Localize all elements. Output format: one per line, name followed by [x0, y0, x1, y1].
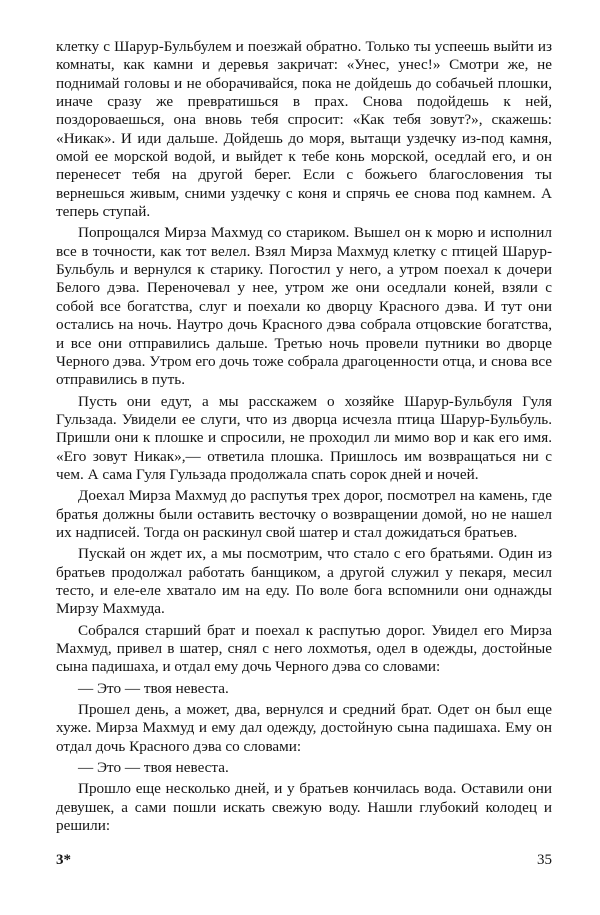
dialogue-line: — Это — твоя невеста.	[78, 759, 229, 777]
paragraph: Попрощался Мирза Махмуд со стариком. Вышел он к морю и исполнил все в точности, как тот велел. Взял Мирза Махмуд клетку с птицей Шарур-Бульбуль и вернулся к старику. Погостил у него, а утром поехал к дочери Белого дэва. Переночевал у нее, утром же они оседлали коней, взяли с собой все богатства, слуг и поехали ко дворцу Красного дэва. И тут они остались на ночь. Наутро дочь Красного дэва собрала отцовские богатства, и все они отправились дальше. Третью ночь провели путники во дворце Черного дэва. Утром его дочь тоже собрала драгоценности отца, и снова все отправились в путь.	[56, 224, 552, 389]
page-number: 35	[537, 852, 552, 868]
paragraph: Прошел день, а может, два, вернулся и средний брат. Одет он был еще хуже. Мирза Махмуд и ему дал одежду, достойную сына падишаха. Ему он отдал дочь Красного дэва со словами:	[56, 701, 552, 755]
paragraph: Доехал Мирза Махмуд до распутья трех дорог, посмотрел на камень, где братья должны были оставить весточку о возвращении домой, но не нашел их надписей. Тогда он раскинул свой шатер и стал дожидаться братьев.	[56, 487, 552, 541]
paragraph: клетку с Шарур-Бульбулем и поезжай обратно. Только ты успеешь выйти из комнаты, как камни и деревья закричат: «Унес, унес!» Смотри же, не поднимай головы и не оборачивайся, пока не дойдешь до собачьей плошки, иначе сразу же превратишься в прах. Снова подойдешь к ней, поздороваешься, она вновь тебя спросит: «Как тебя зовут?», скажешь: «Никак». И иди дальше. Дойдешь до моря, вытащи уздечку из-под камня, омой ее морской водой, и выйдет к тебе конь морской, оседлай его, и он перенесет тебя на другой берег. Если с божьего благословения ты вернешься живым, сними уздечку с коня и спрячь ее снова под камнем. А теперь ступай.	[56, 38, 552, 221]
paragraph: Пускай он ждет их, а мы посмотрим, что стало с его братьями. Один из братьев продолжал работать банщиком, а другой служил у пекаря, месил тесто, и еле-еле хватало им на еду. По воле бога вспомнили они однажды Мирзу Махмуда.	[56, 545, 552, 618]
page-footer	[56, 852, 552, 872]
page-text	[56, 38, 552, 838]
paragraph: Прошло еще несколько дней, и у братьев кончилась вода. Оставили они девушек, а сами пошли искать свежую воду. Нашли глубокий колодец и решили:	[56, 780, 552, 835]
paragraph: Пусть они едут, а мы расскажем о хозяйке Шарур-Бульбуля Гуля Гульзада. Увидели ее слуги, что из дворца исчезла птица Шарур-Бульбуль. Пришли они к плошке и спросили, не проходил ли мимо вор и как его имя. «Его зовут Никак»,— ответила плошка. Пришлось им возвращаться ни с чем. А сама Гуля Гульзада продолжала спать сорок дней и ночей.	[56, 392, 552, 483]
dialogue-line: — Это — твоя невеста.	[78, 679, 229, 697]
paragraph: Собрался старший брат и поехал к распутью дорог. Увидел его Мирза Махмуд, привел в шатер, снял с него лохмотья, одел в одежды, достойные сына падишаха, и отдал ему дочь Черного дэва со словами:	[56, 621, 552, 676]
signature-mark: 3*	[56, 852, 71, 868]
